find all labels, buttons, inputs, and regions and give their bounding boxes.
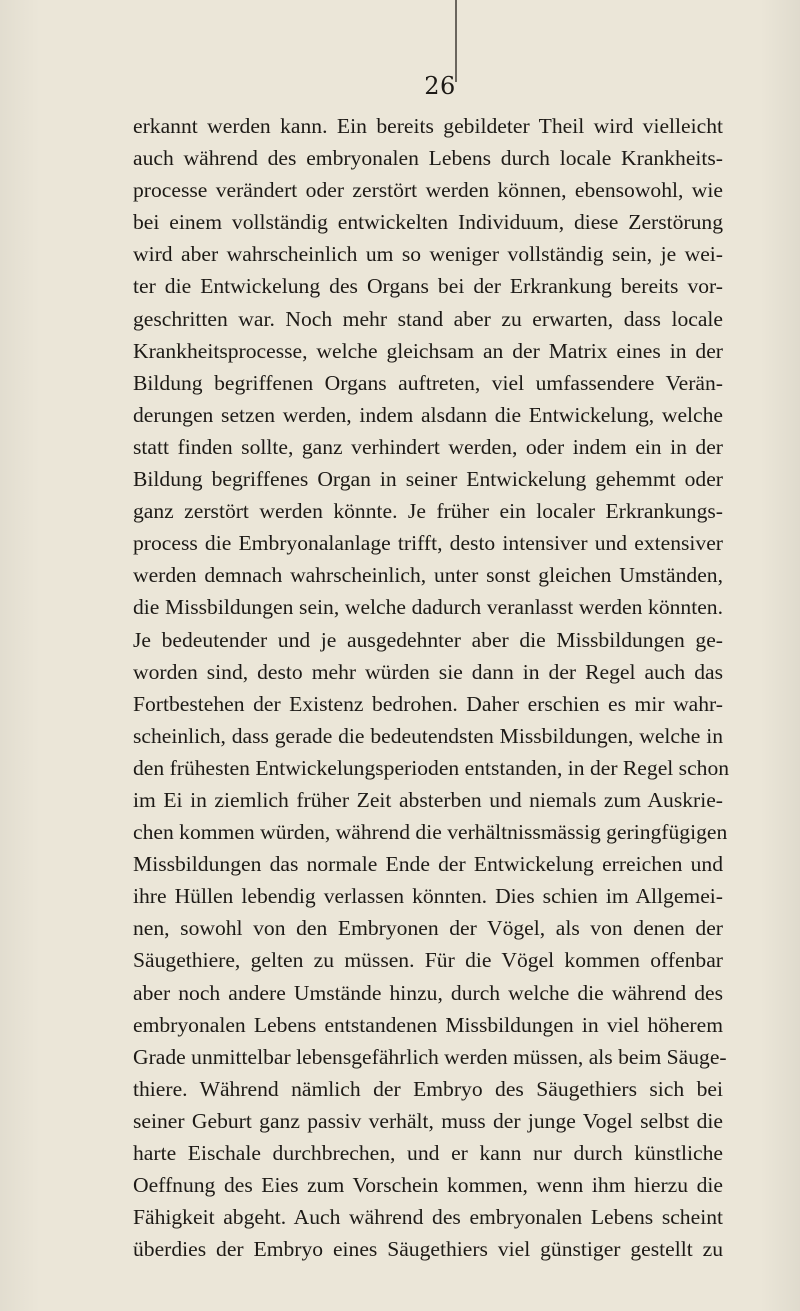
text-line: den frühesten Entwickelungsperioden entstanden, in der Regel schon [133,755,730,780]
text-line: auch während des embryonalen Lebens durch locale Krankheits- [133,146,723,171]
text-line: worden sind, desto mehr würden sie dann in der Regel auch das [133,659,723,684]
text-line: erkannt werden kann. Ein bereits gebildeter Theil wird vielleicht [133,114,723,138]
text-line: aber noch andere Umstände hinzu, durch welche die während des [133,980,723,1005]
text-line: embryonalen Lebens entstandenen Missbildungen in viel höherem [133,1012,723,1037]
text-line: derungen setzen werden, indem alsdann die Entwickelung, welche [133,402,723,427]
text-line: ganz zerstört werden könnte. Je früher ein localer Erkrankungs- [133,499,723,524]
text-line: Bildung begriffenes Organ in seiner Entwickelung gehemmt oder [133,467,723,492]
binding-mark [455,0,457,82]
text-line: ter die Entwickelung des Organs bei der Erkrankung bereits vor- [133,274,723,299]
text-line: überdies der Embryo eines Säugethiers viel günstiger gestellt zu [133,1237,723,1262]
page-number: 26 [424,72,456,100]
text-line: werden demnach wahrscheinlich, unter sonst gleichen Umständen, [133,563,723,588]
text-line: Fähigkeit abgeht. Auch während des embryonalen Lebens scheint [133,1205,723,1230]
text-line: Grade unmittelbar lebensgefährlich werden müssen, als beim Säuge- [133,1044,727,1069]
text-line: im Ei in ziemlich früher Zeit absterben und niemals zum Auskrie- [133,787,723,812]
text-line: Säugethiere, gelten zu müssen. Für die Vögel kommen offenbar [133,948,723,973]
text-line: Bildung begriffenen Organs auftreten, viel umfassendere Verän- [133,370,723,395]
text-line: Krankheitsprocesse, welche gleichsam an der Matrix eines in der [133,338,723,363]
text-line: nen, sowohl von den Embryonen der Vögel, als von denen der [133,916,723,941]
text-line: bei einem vollständig entwickelten Individuum, diese Zerstörung [133,210,723,235]
text-line: Oeffnung des Eies zum Vorschein kommen, wenn ihm hierzu die [133,1173,723,1198]
text-line: thiere. Während nämlich der Embryo des Säugethiers sich bei [133,1076,723,1101]
text-line: processe verändert oder zerstört werden können, ebensowohl, wie [133,178,723,203]
text-line: chen kommen würden, während die verhältnissmässig geringfügigen [133,820,728,845]
text-line: Je bedeutender und je ausgedehnter aber die Missbildungen ge- [133,627,723,652]
text-line: process die Embryonalanlage trifft, desto intensiver und extensiver [133,531,723,556]
text-line: seiner Geburt ganz passiv verhält, muss der junge Vogel selbst die [133,1108,723,1133]
text-line: wird aber wahrscheinlich um so weniger vollständig sein, je wei- [133,242,723,267]
text-line: harte Eischale durchbrechen, und er kann nur durch künstliche [133,1141,723,1165]
text-line: statt finden sollte, ganz verhindert werden, oder indem ein in der [133,434,723,459]
text-line: Missbildungen das normale Ende der Entwickelung erreichen und [133,852,723,877]
text-line: geschritten war. Noch mehr stand aber zu erwarten, dass locale [133,306,723,331]
text-line: Fortbestehen der Existenz bedrohen. Daher erschien es mir wahr- [133,691,723,716]
text-line: die Missbildungen sein, welche dadurch veranlasst werden könnten. [133,595,723,620]
text-line: ihre Hüllen lebendig verlassen könnten. Dies schien im Allgemei- [133,884,723,909]
body-text [133,110,730,1265]
text-line: scheinlich, dass gerade die bedeutendsten Missbildungen, welche in [133,723,723,748]
